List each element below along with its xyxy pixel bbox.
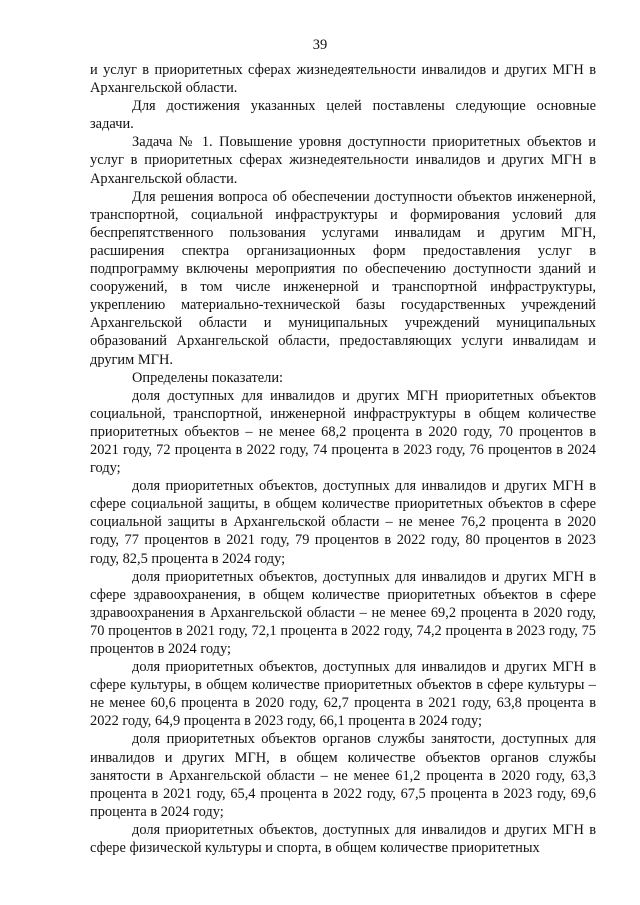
paragraph-intro-continuation: и услуг в приоритетных сферах жизнедеятельности инвалидов и других МГН в Архангельской области. [90,62,596,97]
body-text [90,61,596,857]
paragraph-accessibility-measures: Для решения вопроса об обеспечении доступности объектов инженерной, транспортной, социальной инфраструктуры и формирования условий для беспрепятственного пользования услугами инвалидам и другим МГН, расширения спектра организационных форм предоставления услуг в подпрограмму включены мероприятия по обеспечению доступности зданий и сооружений, в том числе инженерной и транспортной инфраструктуры, укреплению материально-технической базы государственных учреждений Архангельской области и муниципальных учреждений муниципальных образований Архангельской области, предоставляющих услуги инвалидам и другим МГН. [90,188,596,368]
paragraph-indicator-healthcare: доля приоритетных объектов, доступных для инвалидов и других МГН в сфере здравоохранения, в общем количестве приоритетных объектов в сфере здравоохранения в Архангельской области – не менее 69,2 процента в 2020 году, 70 процентов в 2021 году, 72,1 процента в 2022 году, 74,2 процента в 2023 году, 75 процентов в 2024 году; [90,568,596,657]
paragraph-indicators-heading: Определены показатели: [132,369,284,386]
paragraph-indicator-sport: доля приоритетных объектов, доступных для инвалидов и других МГН в сфере физической культуры и спорта, в общем количестве приоритетных [90,821,596,857]
paragraph-task-1: Задача № 1. Повышение уровня доступности приоритетных объектов и услуг в приоритетных сферах жизнедеятельности инвалидов и других МГН в Архангельской области. [90,134,596,187]
paragraph-indicator-culture: доля приоритетных объектов, доступных для инвалидов и других МГН в сфере культуры, в общем количестве приоритетных объектов в сфере культуры – не менее 60,6 процента в 2020 году, 62,7 процента в 2021 году, 63,8 процента в 2022 году, 64,9 процента в 2023 году, 66,1 процента в 2024 году; [90,659,596,730]
paragraph-indicator-infrastructure: доля доступных для инвалидов и других МГН приоритетных объектов социальной, транспортной, инженерной инфраструктуры в общем количестве приоритетных объектов – не менее 68,2 процента в 2020 году, 70 процентов в 2021 году, 72 процента в 2022 году, 74 процента в 2023 году, 76 процентов в 2024 году; [90,387,596,477]
paragraph-indicator-employment: доля приоритетных объектов органов службы занятости, доступных для инвалидов и других МГН, в общем количестве объектов органов службы занятости в Архангельской области – не менее 61,2 процента в 2020 году, 63,3 процента в 2021 году, 65,4 процента в 2022 году, 67,5 процента в 2023 году, 69,6 процента в 2024 году; [90,731,596,820]
page-number: 39 [312,37,328,53]
paragraph-indicator-social-protection: доля приоритетных объектов, доступных для инвалидов и других МГН в сфере социальной защиты, в общем количестве приоритетных объектов в сфере социальной защиты в Архангельской области – не менее 76,2 процента в 2020 году, 77 процентов в 2021 году, 79 процентов в 2022 году, 80 процентов в 2023 году, 82,5 процента в 2024 году; [90,478,596,567]
paragraph-goals-tasks: Для достижения указанных целей поставлены следующие основные задачи. [90,98,596,133]
